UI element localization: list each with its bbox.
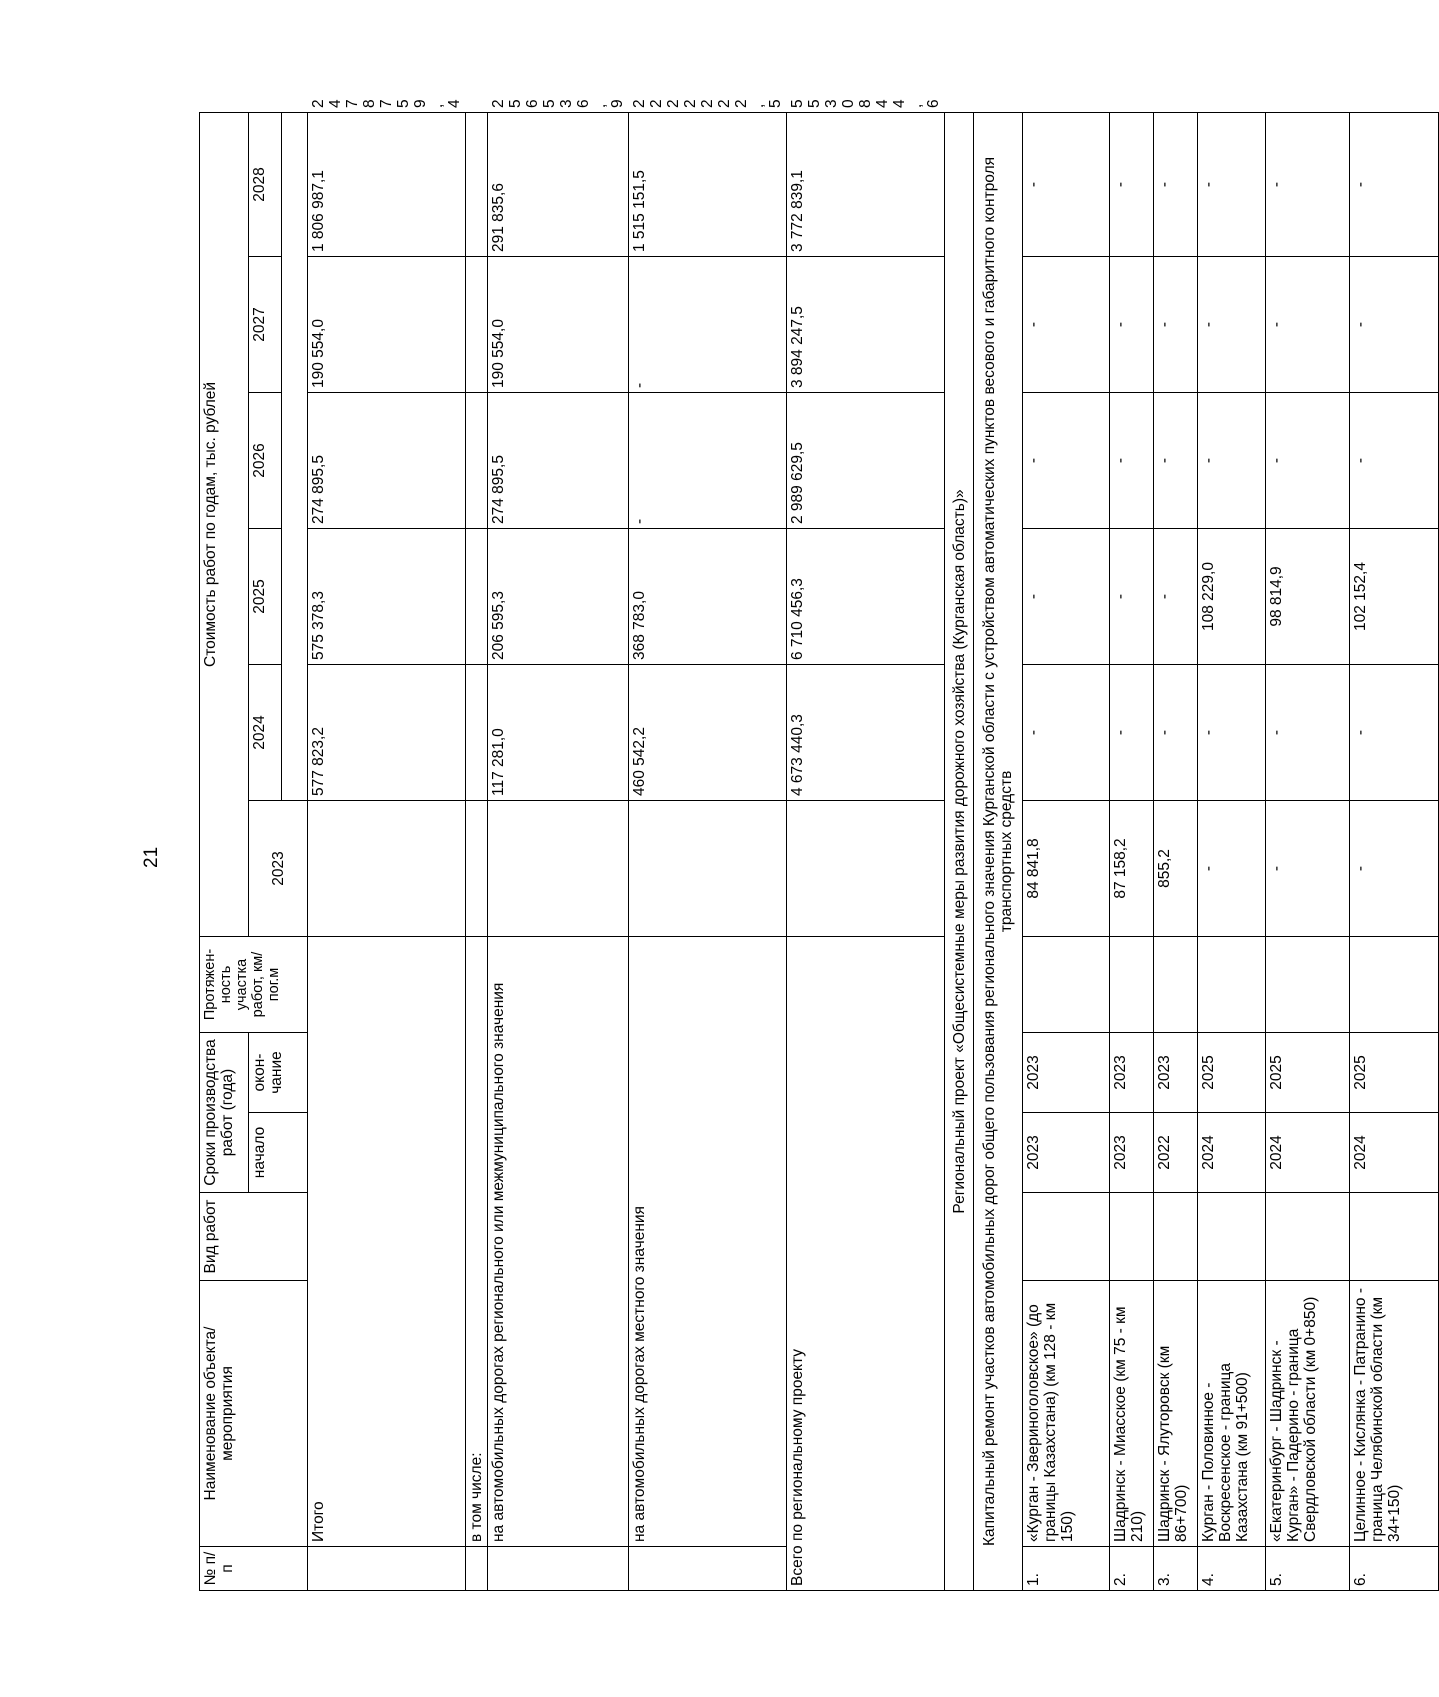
item-work-type [1023,1193,1110,1281]
table-row [1198,112,1266,1590]
row-name: на автомобильных дорогах местного значения [629,937,787,1547]
section-title: Региональный проект «Общесистемные меры развития дорожного хозяйства (Курганская область)» [945,112,974,1590]
cost-cell: - [1198,112,1266,256]
cost-cell [466,665,488,801]
item-work-type [1198,1193,1266,1281]
summary-row: на автомобильных дорогах местного значения 460 542,2 368 783,0 - - 1 515 151,5 2 222 222,5 [629,112,787,1590]
item-name: «Курган - Звериноголовское» (до границы Казахстана) (км 128 - км 150) [1023,1281,1110,1547]
cost-cell: - [1198,393,1266,529]
cost-cell: - [1198,257,1266,393]
row-length [787,801,945,937]
cost-cell: 3 772 839,1 [787,112,945,256]
header-year-2026: 2026 [249,393,282,529]
cost-cell: 368 783,0 [629,529,787,665]
cost-cell: 1 515 151,5 [629,112,787,256]
cost-cell: - [1350,257,1439,393]
header-work-type: Вид работ [200,1193,308,1281]
cost-cell: - [1154,257,1198,393]
item-start: 2023 [1023,1113,1110,1193]
cost-cell: - [1154,393,1198,529]
summary-row [466,112,488,1590]
cost-cell [466,112,488,256]
cost-cell: - [1023,665,1110,801]
item-start: 2024 [1198,1113,1266,1193]
header-year-2025: 2025 [249,529,282,665]
cost-cell: - [629,257,787,393]
row-length [488,801,629,937]
item-end: 2023 [1110,1033,1154,1113]
cost-cell: - [1154,112,1198,256]
cost-cell: 108 229,0 [1198,529,1266,665]
item-name: Целинное - Кислянка - Патранино - граница Челябинской области (км 34+150) [1350,1281,1439,1547]
cost-cell: - [1266,257,1350,393]
item-work-type [1154,1193,1198,1281]
cost-cell: - [1350,801,1439,937]
row-length [629,801,787,937]
cost-cell: 2 989 629,5 [787,393,945,529]
header-cost: Стоимость работ по годам, тыс. рублей [200,112,249,936]
header-name: Наименование объекта/ мероприятия [200,1281,308,1547]
cost-cell: - [1198,801,1266,937]
cost-cell: - [1110,257,1154,393]
cost-cell: 855,2 [1154,801,1198,937]
cost-cell: 206 595,3 [488,529,629,665]
cost-cell: 102 152,4 [1350,529,1439,665]
cost-cell [466,529,488,665]
cost-cell: - [1266,665,1350,801]
header-terms: Сроки производства работ (года) [200,1033,249,1193]
item-work-type [1266,1193,1350,1281]
item-length [1350,937,1439,1033]
cost-cell: - [1023,393,1110,529]
item-num: 1. [1023,1547,1110,1591]
cost-cell: - [1110,393,1154,529]
row-num [466,1547,488,1591]
item-end: 2025 [1266,1033,1350,1113]
item-length [1154,937,1198,1033]
cost-cell: 460 542,2 [629,665,787,801]
item-end: 2023 [1023,1033,1110,1113]
item-num: 5. [1266,1547,1350,1591]
header-year-2023: 2023 [249,801,308,937]
cost-cell: 6 710 456,3 [787,529,945,665]
cost-cell: 291 835,6 [488,112,629,256]
cost-cell: - [1023,529,1110,665]
item-end: 2025 [1198,1033,1266,1113]
total-name: Всего по региональному проекту [787,937,945,1591]
cost-cell: - [1154,529,1198,665]
cost-cell: 84 841,8 [1023,801,1110,937]
cost-cell: - [1350,112,1439,256]
cost-cell: - [1266,112,1350,256]
cost-cell: 575 378,3 [308,529,466,665]
cost-cell: 3 894 247,5 [787,257,945,393]
header-row-1 [200,112,249,1590]
cost-cell: - [629,393,787,529]
header-year-spacer [282,112,308,800]
item-num: 4. [1198,1547,1266,1591]
cost-cell: 117 281,0 [488,665,629,801]
row-length [308,801,466,937]
cost-cell: - [1023,112,1110,256]
cost-cell: - [1350,665,1439,801]
row-name: на автомобильных дорогах регионального или межмуниципального значения [488,937,629,1547]
item-name: Курган - Половинное - Воскресенское - граница Казахстана (км 91+500) [1198,1281,1266,1547]
cost-cell: - [1023,257,1110,393]
item-work-type [1350,1193,1439,1281]
header-year-2024: 2024 [249,665,282,801]
item-start: 2023 [1110,1113,1154,1193]
table-row [1350,112,1439,1590]
header-length: Протяжен-ность участка работ, км/пог.м [200,937,308,1033]
cost-cell: 1 806 987,1 [308,112,466,256]
summary-row: Итого 577 823,2 575 378,3 274 895,5 190 554,0 1 806 987,1 2 478 759,4 [308,112,466,1590]
item-length [1198,937,1266,1033]
subsection-title: Капитальный ремонт участков автомобильных дорог общего пользования регионального значения Курганской области с устройством автоматических пунктов весового и габаритного контроля транспортных средств [974,112,1023,1590]
header-start: начало [249,1113,308,1193]
cost-cell: 87 158,2 [1110,801,1154,937]
row-name: Итого [308,937,466,1547]
item-length [1023,937,1110,1033]
item-start: 2022 [1154,1113,1198,1193]
cost-cell [466,393,488,529]
summary-row: на автомобильных дорогах регионального или межмуниципального значения 117 281,0 206 595,3 274 895,5 190 554,0 291 835,6 256 536,9 [488,112,629,1590]
item-num: 6. [1350,1547,1439,1591]
cost-table [199,99,1439,1591]
cost-cell: 577 823,2 [308,665,466,801]
item-name: Шадринск - Ялуторовск (км 86+700) [1154,1281,1198,1547]
row-length [466,801,488,937]
table-row [1110,112,1154,1590]
header-year-2028: 2028 [249,112,282,256]
cost-cell: - [1198,665,1266,801]
cost-cell: - [1350,393,1439,529]
item-length [1266,937,1350,1033]
header-num: № п/п [200,1547,308,1591]
item-length [1110,937,1154,1033]
cost-cell: 274 895,5 [488,393,629,529]
cost-cell: 190 554,0 [308,257,466,393]
row-num [308,1547,466,1591]
item-end: 2023 [1154,1033,1198,1113]
cost-cell: - [1110,529,1154,665]
table-row [1266,112,1350,1590]
item-name: Шадринск - Миасское (км 75 - км 210) [1110,1281,1154,1547]
page-number: 21 [141,846,162,868]
item-start: 2024 [1350,1113,1439,1193]
cost-cell: - [1110,665,1154,801]
cost-cell: - [1110,112,1154,256]
item-end: 2025 [1350,1033,1439,1113]
item-name: «Екатеринбург - Шадринск - Курган» - Падерино - граница Свердловской области (км 0+850) [1266,1281,1350,1547]
row-name: в том числе: [466,937,488,1547]
item-num: 2. [1110,1547,1154,1591]
cost-cell: 274 895,5 [308,393,466,529]
row-num [488,1547,629,1591]
cost-cell: 4 673 440,3 [787,665,945,801]
section-row [945,112,974,1590]
cost-cell: 190 554,0 [488,257,629,393]
cost-cell: - [1266,801,1350,937]
cost-cell: 98 814,9 [1266,529,1350,665]
subsection-row [974,112,1023,1590]
header-end: окон-чание [249,1033,308,1113]
cost-cell [466,257,488,393]
item-work-type [1110,1193,1154,1281]
item-num: 3. [1154,1547,1198,1591]
header-year-2027: 2027 [249,257,282,393]
cost-cell: - [1266,393,1350,529]
rotated-table-container [199,99,1403,1591]
item-start: 2024 [1266,1113,1350,1193]
table-row [1154,112,1198,1590]
total-row: Всего по региональному проекту 4 673 440,3 6 710 456,3 2 989 629,5 3 894 247,5 3 772 839,1 5 530 844,6 [787,112,945,1590]
row-num [629,1547,787,1591]
cost-cell: - [1154,665,1198,801]
table-row [1023,112,1110,1590]
